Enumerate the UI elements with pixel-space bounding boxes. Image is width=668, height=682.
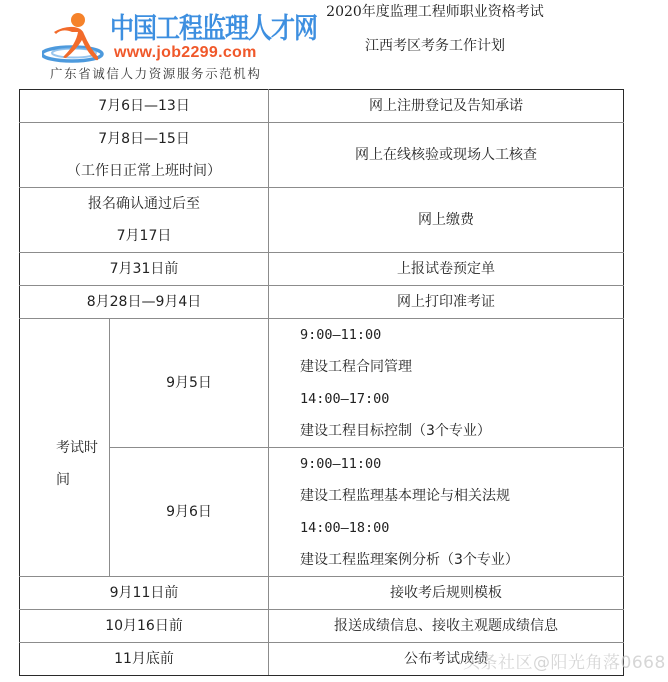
table-row xyxy=(20,253,624,286)
exam-date-cell: 9月5日 xyxy=(110,319,269,448)
session-time: 14:00—18:00 xyxy=(300,520,390,536)
task-cell: 网上注册登记及告知承诺 xyxy=(269,90,624,123)
document-title-line-1: 2020年度监理工程师职业资格考试 xyxy=(326,4,544,20)
logo-tagline: 广东省诚信人力资源服务示范机构 xyxy=(50,66,262,81)
task-cell: 网上打印准考证 xyxy=(269,286,624,319)
table-row xyxy=(20,643,624,676)
date-cell xyxy=(20,123,269,188)
session-subject: 建设工程监理基本理论与相关法规 xyxy=(300,488,511,504)
exam-schedule-table xyxy=(19,89,624,676)
document-title-line-2: 江西考区考务工作计划 xyxy=(365,38,505,54)
date-cell: 8月28日—9月4日 xyxy=(20,286,269,319)
session-time: 14:00—17:00 xyxy=(300,391,390,407)
exam-time-label-cell xyxy=(20,319,110,577)
date-cell: 11月底前 xyxy=(20,643,269,676)
table-row xyxy=(20,286,624,319)
date-cell: 7月6日—13日 xyxy=(20,90,269,123)
task-cell: 接收考后规则模板 xyxy=(269,577,624,610)
task-cell: 上报试卷预定单 xyxy=(269,253,624,286)
site-logo[interactable] xyxy=(36,8,317,81)
session-time: 9:00—11:00 xyxy=(300,327,382,343)
running-person-logo-icon xyxy=(42,10,106,66)
task-cell: 网上在线核验或现场人工核查 xyxy=(269,123,624,188)
table-row xyxy=(20,90,624,123)
session-subject: 建设工程监理案例分析（3个专业） xyxy=(300,552,519,568)
exam-date-cell: 9月6日 xyxy=(110,448,269,577)
date-note: （工作日正常上班时间） xyxy=(67,163,221,179)
exam-day-row xyxy=(20,448,624,577)
date-cell: 7月31日前 xyxy=(20,253,269,286)
exam-sessions-cell xyxy=(269,448,624,577)
logo-url[interactable]: www.job2299.com xyxy=(114,44,257,61)
task-cell: 报送成绩信息、接收主观题成绩信息 xyxy=(269,610,624,643)
date-line: 7月8日—15日 xyxy=(98,131,190,147)
watermark: 头条社区@阳光角落0668 xyxy=(463,653,666,673)
date-cell: 10月16日前 xyxy=(20,610,269,643)
task-cell: 网上缴费 xyxy=(269,188,624,253)
session-time: 9:00—11:00 xyxy=(300,456,382,472)
logo-title: 中国工程监理人才网 xyxy=(110,12,317,45)
exam-sessions-cell xyxy=(269,319,624,448)
session-subject: 建设工程合同管理 xyxy=(300,359,413,375)
session-subject: 建设工程目标控制（3个专业） xyxy=(300,423,491,439)
exam-day-row xyxy=(20,319,624,448)
table-row xyxy=(20,123,624,188)
task-cell: 公布考试成绩 xyxy=(269,643,624,676)
document-title xyxy=(280,0,590,61)
date-cell xyxy=(20,188,269,253)
date-line: 报名确认通过后至 xyxy=(88,196,200,212)
date-cell: 9月11日前 xyxy=(20,577,269,610)
exam-time-label: 考试时间 xyxy=(56,439,98,488)
table-row xyxy=(20,610,624,643)
table-row xyxy=(20,577,624,610)
date-line: 7月17日 xyxy=(116,228,172,244)
table-row xyxy=(20,188,624,253)
